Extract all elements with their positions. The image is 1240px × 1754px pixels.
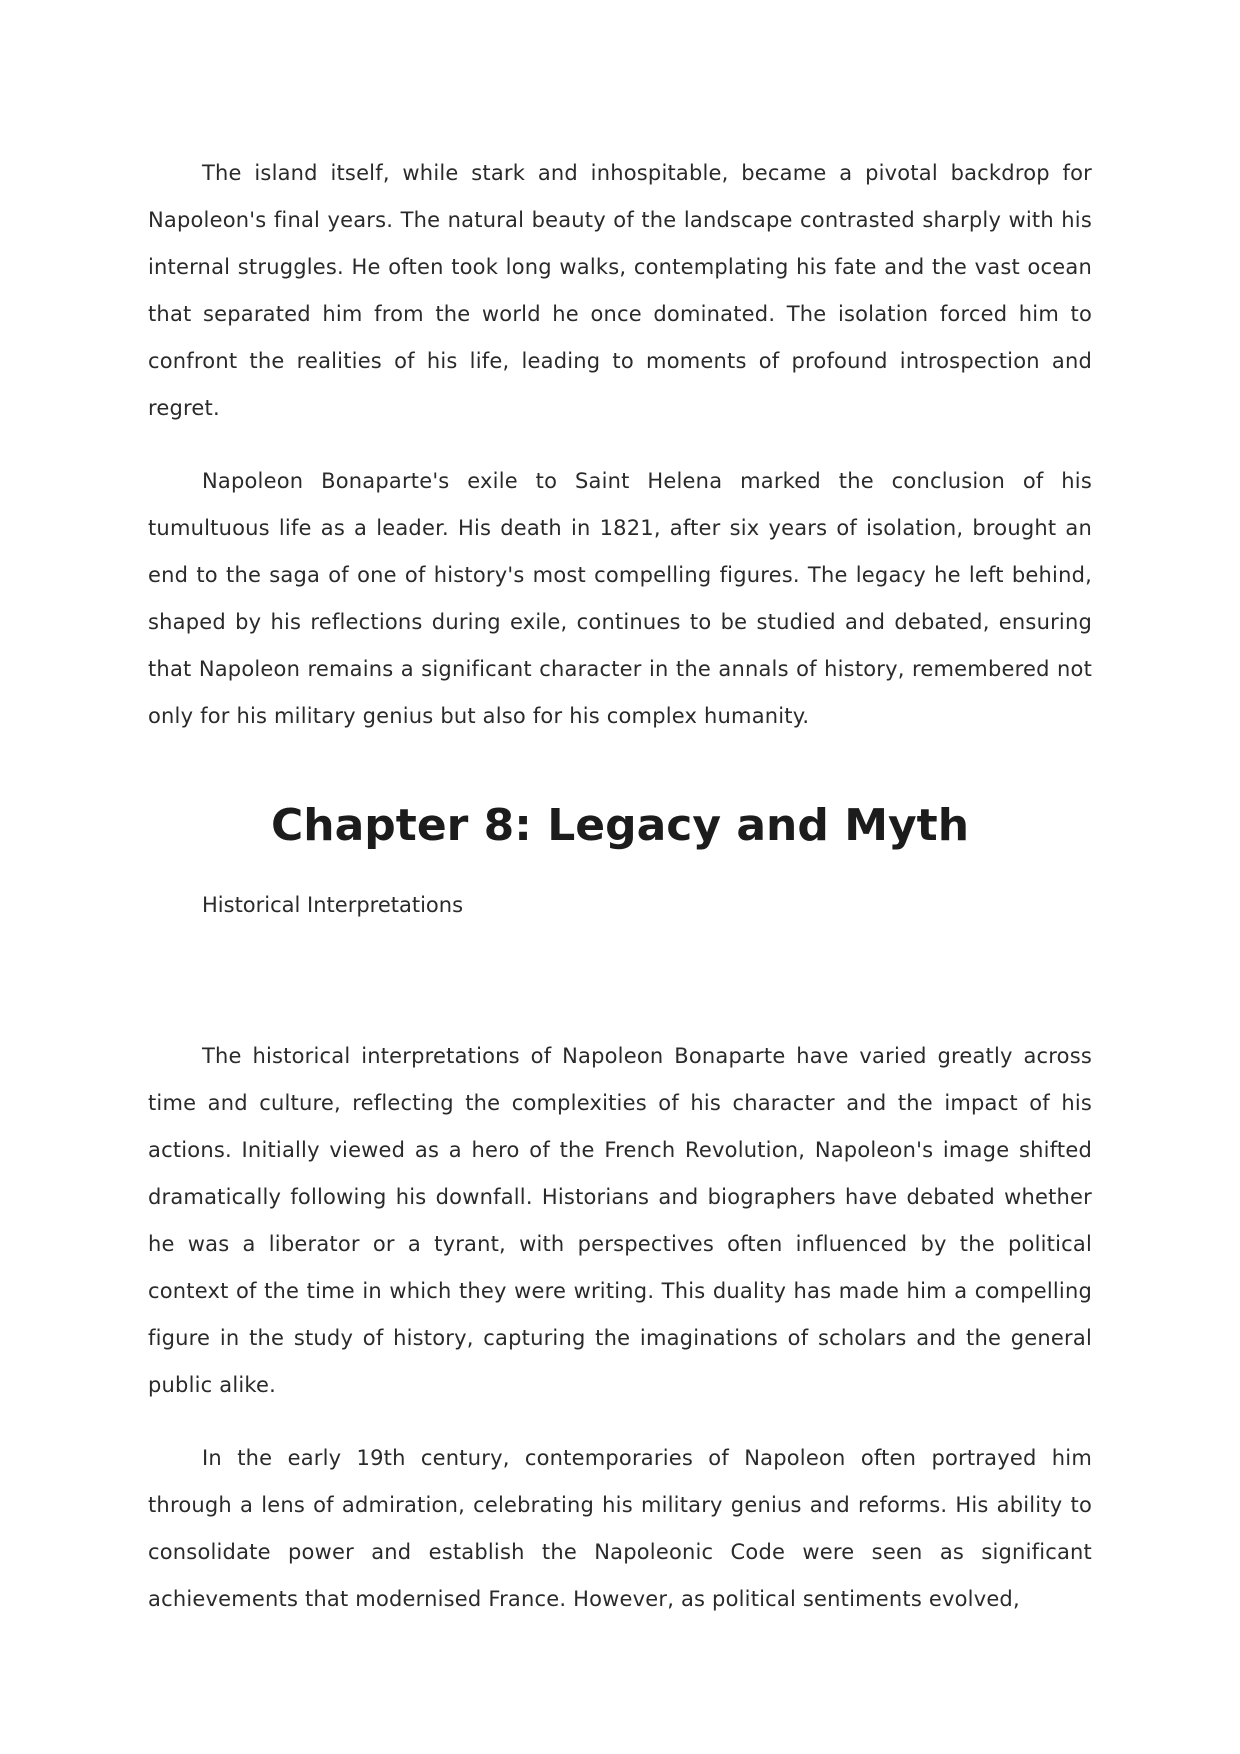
body-paragraph: Napoleon Bonaparte's exile to Saint Helena marked the conclusion of his tumultuous life as a leader. His death in 1821, after six years of isolation, brought an end to the saga of one of history's most compelling figures. The legacy he left behind, shaped by his reflections during exile, continues to be studied and debated, ensuring that Napoleon remains a significant character in the annals of history, remembered not only for his military genius but also for his complex humanity. — [148, 469, 1092, 728]
body-paragraph: The island itself, while stark and inhospitable, became a pivotal backdrop for Napoleon's final years. The natural beauty of the landscape contrasted sharply with his internal struggles. He often took long walks, contemplating his fate and the vast ocean that separated him from the world he once dominated. The isolation forced him to confront the realities of his life, leading to moments of profound introspection and regret. — [148, 161, 1092, 420]
paragraph-spacer — [148, 432, 1092, 458]
chapter-title: Chapter 8: Legacy and Myth — [270, 800, 970, 851]
section-spacer — [148, 929, 1092, 1033]
body-paragraph: In the early 19th century, contemporaries of Napoleon often portrayed him through a lens of admiration, celebrating his military genius and reforms. His ability to consolidate power and establish the Napoleonic Code were seen as significant achievements that modernised France. However, as political sentiments evolved, — [148, 1446, 1092, 1611]
body-paragraph: The historical interpretations of Napoleon Bonaparte have varied greatly across time and culture, reflecting the complexities of his character and the impact of his actions. Initially viewed as a hero of the French Revolution, Napoleon's image shifted dramatically following his downfall. Historians and biographers have debated whether he was a liberator or a tyrant, with perspectives often influenced by the political context of the time in which they were writing. This duality has made him a compelling figure in the study of history, capturing the imaginations of scholars and the general public alike. — [148, 1044, 1092, 1397]
document-page — [148, 150, 1092, 1623]
paragraph-spacer — [148, 1409, 1092, 1435]
section-heading: Historical Interpretations — [202, 893, 464, 917]
